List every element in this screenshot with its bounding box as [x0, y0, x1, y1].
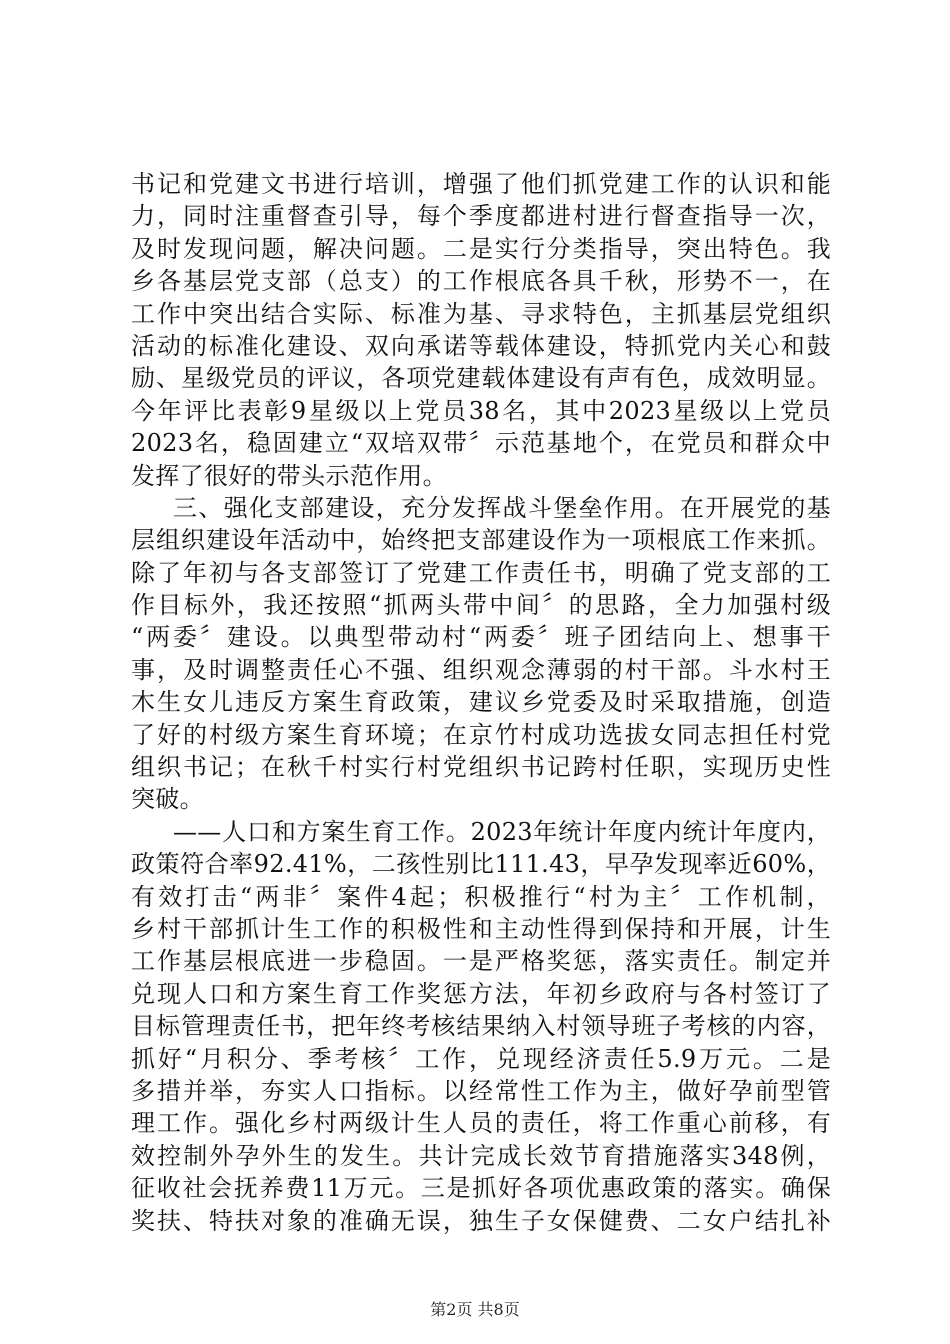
text-line: 事，及时调整责任心不强、组织观念薄弱的村干部。斗水村王: [131, 655, 831, 684]
text-line: 理工作。强化乡村两级计生人员的责任，将工作重心前移，有: [131, 1109, 831, 1138]
text-line: 发挥了很好的带头示范作用。: [131, 461, 447, 490]
text-line: 政策符合率92.41%，二孩性别比111.43，早孕发现率近60%，: [131, 850, 831, 879]
text-line: 乡村干部抓计生工作的积极性和主动性得到保持和开展，计生: [131, 914, 831, 943]
text-line: 奖扶、特扶对象的准确无误，独生子女保健费、二女户结扎补: [131, 1206, 831, 1235]
text-line: 乡各基层党支部（总支）的工作根底各具千秋，形势不一，在: [131, 267, 831, 296]
text-line: 工作中突出结合实际、标准为基、寻求特色，主抓基层党组织: [131, 299, 831, 328]
text-line: 作目标外，我还按照“抓两头带中间〞的思路，全力加强村级: [131, 591, 831, 620]
text-line: 今年评比表彰9星级以上党员38名，其中2023星级以上党员: [131, 396, 831, 425]
text-line: 层组织建设年活动中，始终把支部建设作为一项根底工作来抓。: [131, 526, 831, 555]
text-line: ——人口和方案生育工作。2023年统计年度内统计年度内，: [173, 817, 831, 846]
text-line: 2023名，稳固建立“双培双带〞示范基地个，在党员和群众中: [131, 429, 831, 458]
page-footer: 第2页 共8页: [430, 1300, 520, 1319]
text-line: 征收社会抚养费11万元。三是抓好各项优惠政策的落实。确保: [131, 1174, 831, 1203]
text-line: 励、星级党员的评议，各项党建载体建设有声有色，成效明显。: [131, 364, 831, 393]
text-line: 有效打击“两非〞案件4起；积极推行“村为主〞工作机制，: [131, 882, 831, 911]
text-line: 兑现人口和方案生育工作奖惩方法，年初乡政府与各村签订了: [131, 979, 831, 1008]
text-line: 抓好“月积分、季考核〞工作，兑现经济责任5.9万元。二是: [131, 1044, 831, 1073]
text-line: 木生女儿违反方案生育政策，建议乡党委及时采取措施，创造: [131, 688, 831, 717]
document-body: [131, 168, 831, 1237]
text-line: 力，同时注重督查引导，每个季度都进村进行督查指导一次，: [131, 202, 831, 231]
text-line: 书记和党建文书进行培训，增强了他们抓党建工作的认识和能: [131, 170, 831, 198]
text-line: “两委〞建设。以典型带动村“两委〞班子团结向上、想事干: [131, 623, 831, 652]
text-line: 工作基层根底进一步稳固。一是严格奖惩，落实责任。制定并: [131, 947, 831, 976]
text-line: 多措并举，夯实人口指标。以经常性工作为主，做好孕前型管: [131, 1076, 831, 1105]
text-line: 及时发现问题，解决问题。二是实行分类指导，突出特色。我: [131, 234, 831, 263]
text-line: 活动的标准化建设、双向承诺等载体建设，特抓党内关心和鼓: [131, 331, 831, 360]
text-line: 组织书记；在秋千村实行村党组织书记跨村任职，实现历史性: [131, 753, 831, 782]
text-line: 三、强化支部建设，充分发挥战斗堡垒作用。在开展党的基: [173, 493, 831, 522]
text-line: 目标管理责任书，把年终考核结果纳入村领导班子考核的内容，: [131, 1012, 831, 1041]
text-line: 效控制外孕外生的发生。共计完成长效节育措施落实348例，: [131, 1141, 831, 1170]
text-line: 突破。: [131, 785, 204, 814]
text-line: 了好的村级方案生育环境；在京竹村成功选拔女同志担任村党: [131, 720, 831, 749]
text-line: 除了年初与各支部签订了党建工作责任书，明确了党支部的工: [131, 558, 831, 587]
